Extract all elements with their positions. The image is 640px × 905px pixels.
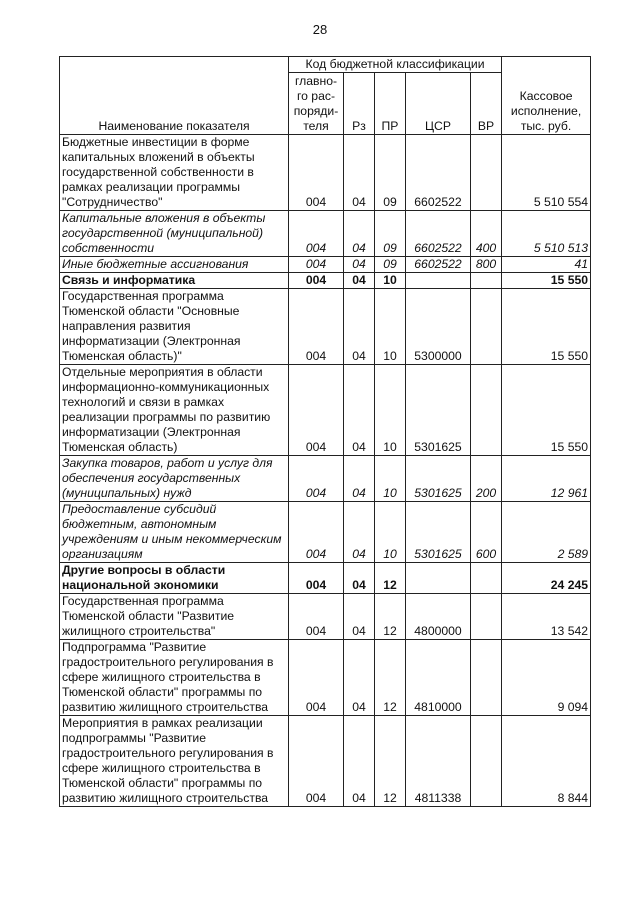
table-row (60, 502, 591, 563)
header-amount: Кассовое исполнение, тыс. руб. (502, 57, 591, 135)
row-csr: 6602522 (406, 257, 471, 273)
row-pr: 10 (375, 365, 406, 456)
row-vr (471, 563, 502, 594)
row-glavny: 004 (289, 257, 344, 273)
header-code-group: Код бюджетной классификации (289, 57, 502, 73)
row-name: Другие вопросы в области национальной экономики (60, 563, 289, 594)
header-csr: ЦСР (406, 73, 471, 135)
row-name: Капитальные вложения в объекты государственной (муниципальной) собственности (60, 211, 289, 257)
row-name: Отдельные мероприятия в области информационно-коммуникационных технологий и связи в рамках реализации программы по развитию информатизации (Электронная Тюменская область) (60, 365, 289, 456)
table-row (60, 257, 591, 273)
row-name: Закупка товаров, работ и услуг для обеспечения государственных (муниципальных) нужд (60, 456, 289, 502)
row-pr: 12 (375, 640, 406, 716)
row-vr (471, 594, 502, 640)
table-row (60, 273, 591, 289)
row-vr: 200 (471, 456, 502, 502)
row-amount: 41 (502, 257, 591, 273)
row-csr (406, 273, 471, 289)
row-name: Государственная программа Тюменской области "Основные направления развития информатизации (Электронная Тюменская область)" (60, 289, 289, 365)
row-rz: 04 (344, 594, 375, 640)
row-pr: 10 (375, 273, 406, 289)
row-name: Бюджетные инвестиции в форме капитальных вложений в объекты государственной собственности в рамках реализации программы "Сотрудничество" (60, 135, 289, 211)
table-body (60, 135, 591, 807)
row-pr: 10 (375, 456, 406, 502)
row-csr: 4811338 (406, 716, 471, 807)
row-rz: 04 (344, 640, 375, 716)
table-row (60, 289, 591, 365)
row-glavny: 004 (289, 563, 344, 594)
row-amount: 15 550 (502, 365, 591, 456)
row-rz: 04 (344, 257, 375, 273)
row-glavny: 004 (289, 456, 344, 502)
row-glavny: 004 (289, 211, 344, 257)
table-row (60, 716, 591, 807)
row-name: Подпрограмма "Развитие градостроительного регулирования в сфере жилищного строительства в Тюменской области" программы по развитию жилищного строительства (60, 640, 289, 716)
row-csr: 5300000 (406, 289, 471, 365)
row-vr: 600 (471, 502, 502, 563)
row-rz: 04 (344, 716, 375, 807)
row-glavny: 004 (289, 289, 344, 365)
header-pr: ПР (375, 73, 406, 135)
row-name: Связь и информатика (60, 273, 289, 289)
row-rz: 04 (344, 456, 375, 502)
row-vr (471, 640, 502, 716)
header-rz: Рз (344, 73, 375, 135)
row-amount: 5 510 554 (502, 135, 591, 211)
row-vr: 400 (471, 211, 502, 257)
row-amount: 2 589 (502, 502, 591, 563)
row-rz: 04 (344, 135, 375, 211)
row-pr: 12 (375, 563, 406, 594)
row-vr (471, 365, 502, 456)
row-glavny: 004 (289, 365, 344, 456)
row-amount: 5 510 513 (502, 211, 591, 257)
row-csr: 4800000 (406, 594, 471, 640)
row-amount: 15 550 (502, 289, 591, 365)
row-vr (471, 135, 502, 211)
table-row (60, 135, 591, 211)
row-rz: 04 (344, 563, 375, 594)
row-rz: 04 (344, 211, 375, 257)
row-csr: 5301625 (406, 365, 471, 456)
row-amount: 15 550 (502, 273, 591, 289)
table-row (60, 211, 591, 257)
budget-table (59, 56, 591, 807)
row-name: Мероприятия в рамках реализации подпрограммы "Развитие градостроительного регулирования в сфере жилищного строительства в Тюменской области" программы по развитию жилищного строительства (60, 716, 289, 807)
row-pr: 12 (375, 716, 406, 807)
row-name: Предоставление субсидий бюджетным, автономным учреждениям и иным некоммерческим организациям (60, 502, 289, 563)
row-csr: 5301625 (406, 502, 471, 563)
row-glavny: 004 (289, 502, 344, 563)
row-pr: 09 (375, 257, 406, 273)
row-csr (406, 563, 471, 594)
row-pr: 10 (375, 502, 406, 563)
row-glavny: 004 (289, 594, 344, 640)
row-csr: 6602522 (406, 211, 471, 257)
row-glavny: 004 (289, 135, 344, 211)
row-vr (471, 289, 502, 365)
row-rz: 04 (344, 365, 375, 456)
row-name: Иные бюджетные ассигнования (60, 257, 289, 273)
row-amount: 9 094 (502, 640, 591, 716)
table-row (60, 563, 591, 594)
page-number: 28 (312, 22, 328, 37)
header-name: Наименование показателя (60, 57, 289, 135)
row-rz: 04 (344, 502, 375, 563)
row-glavny: 004 (289, 273, 344, 289)
row-vr: 800 (471, 257, 502, 273)
row-pr: 09 (375, 135, 406, 211)
table-row (60, 365, 591, 456)
row-pr: 09 (375, 211, 406, 257)
row-amount: 8 844 (502, 716, 591, 807)
row-rz: 04 (344, 273, 375, 289)
row-vr (471, 273, 502, 289)
table-row (60, 594, 591, 640)
row-name: Государственная программа Тюменской области "Развитие жилищного строительства" (60, 594, 289, 640)
row-csr: 6602522 (406, 135, 471, 211)
row-glavny: 004 (289, 716, 344, 807)
row-glavny: 004 (289, 640, 344, 716)
table-header (60, 57, 591, 135)
table-row (60, 640, 591, 716)
row-pr: 12 (375, 594, 406, 640)
row-amount: 24 245 (502, 563, 591, 594)
row-csr: 5301625 (406, 456, 471, 502)
header-glavny: главно- го рас- поряди- теля (289, 73, 344, 135)
row-amount: 13 542 (502, 594, 591, 640)
header-vr: ВР (471, 73, 502, 135)
row-pr: 10 (375, 289, 406, 365)
row-csr: 4810000 (406, 640, 471, 716)
table-row (60, 456, 591, 502)
row-amount: 12 961 (502, 456, 591, 502)
row-rz: 04 (344, 289, 375, 365)
row-vr (471, 716, 502, 807)
